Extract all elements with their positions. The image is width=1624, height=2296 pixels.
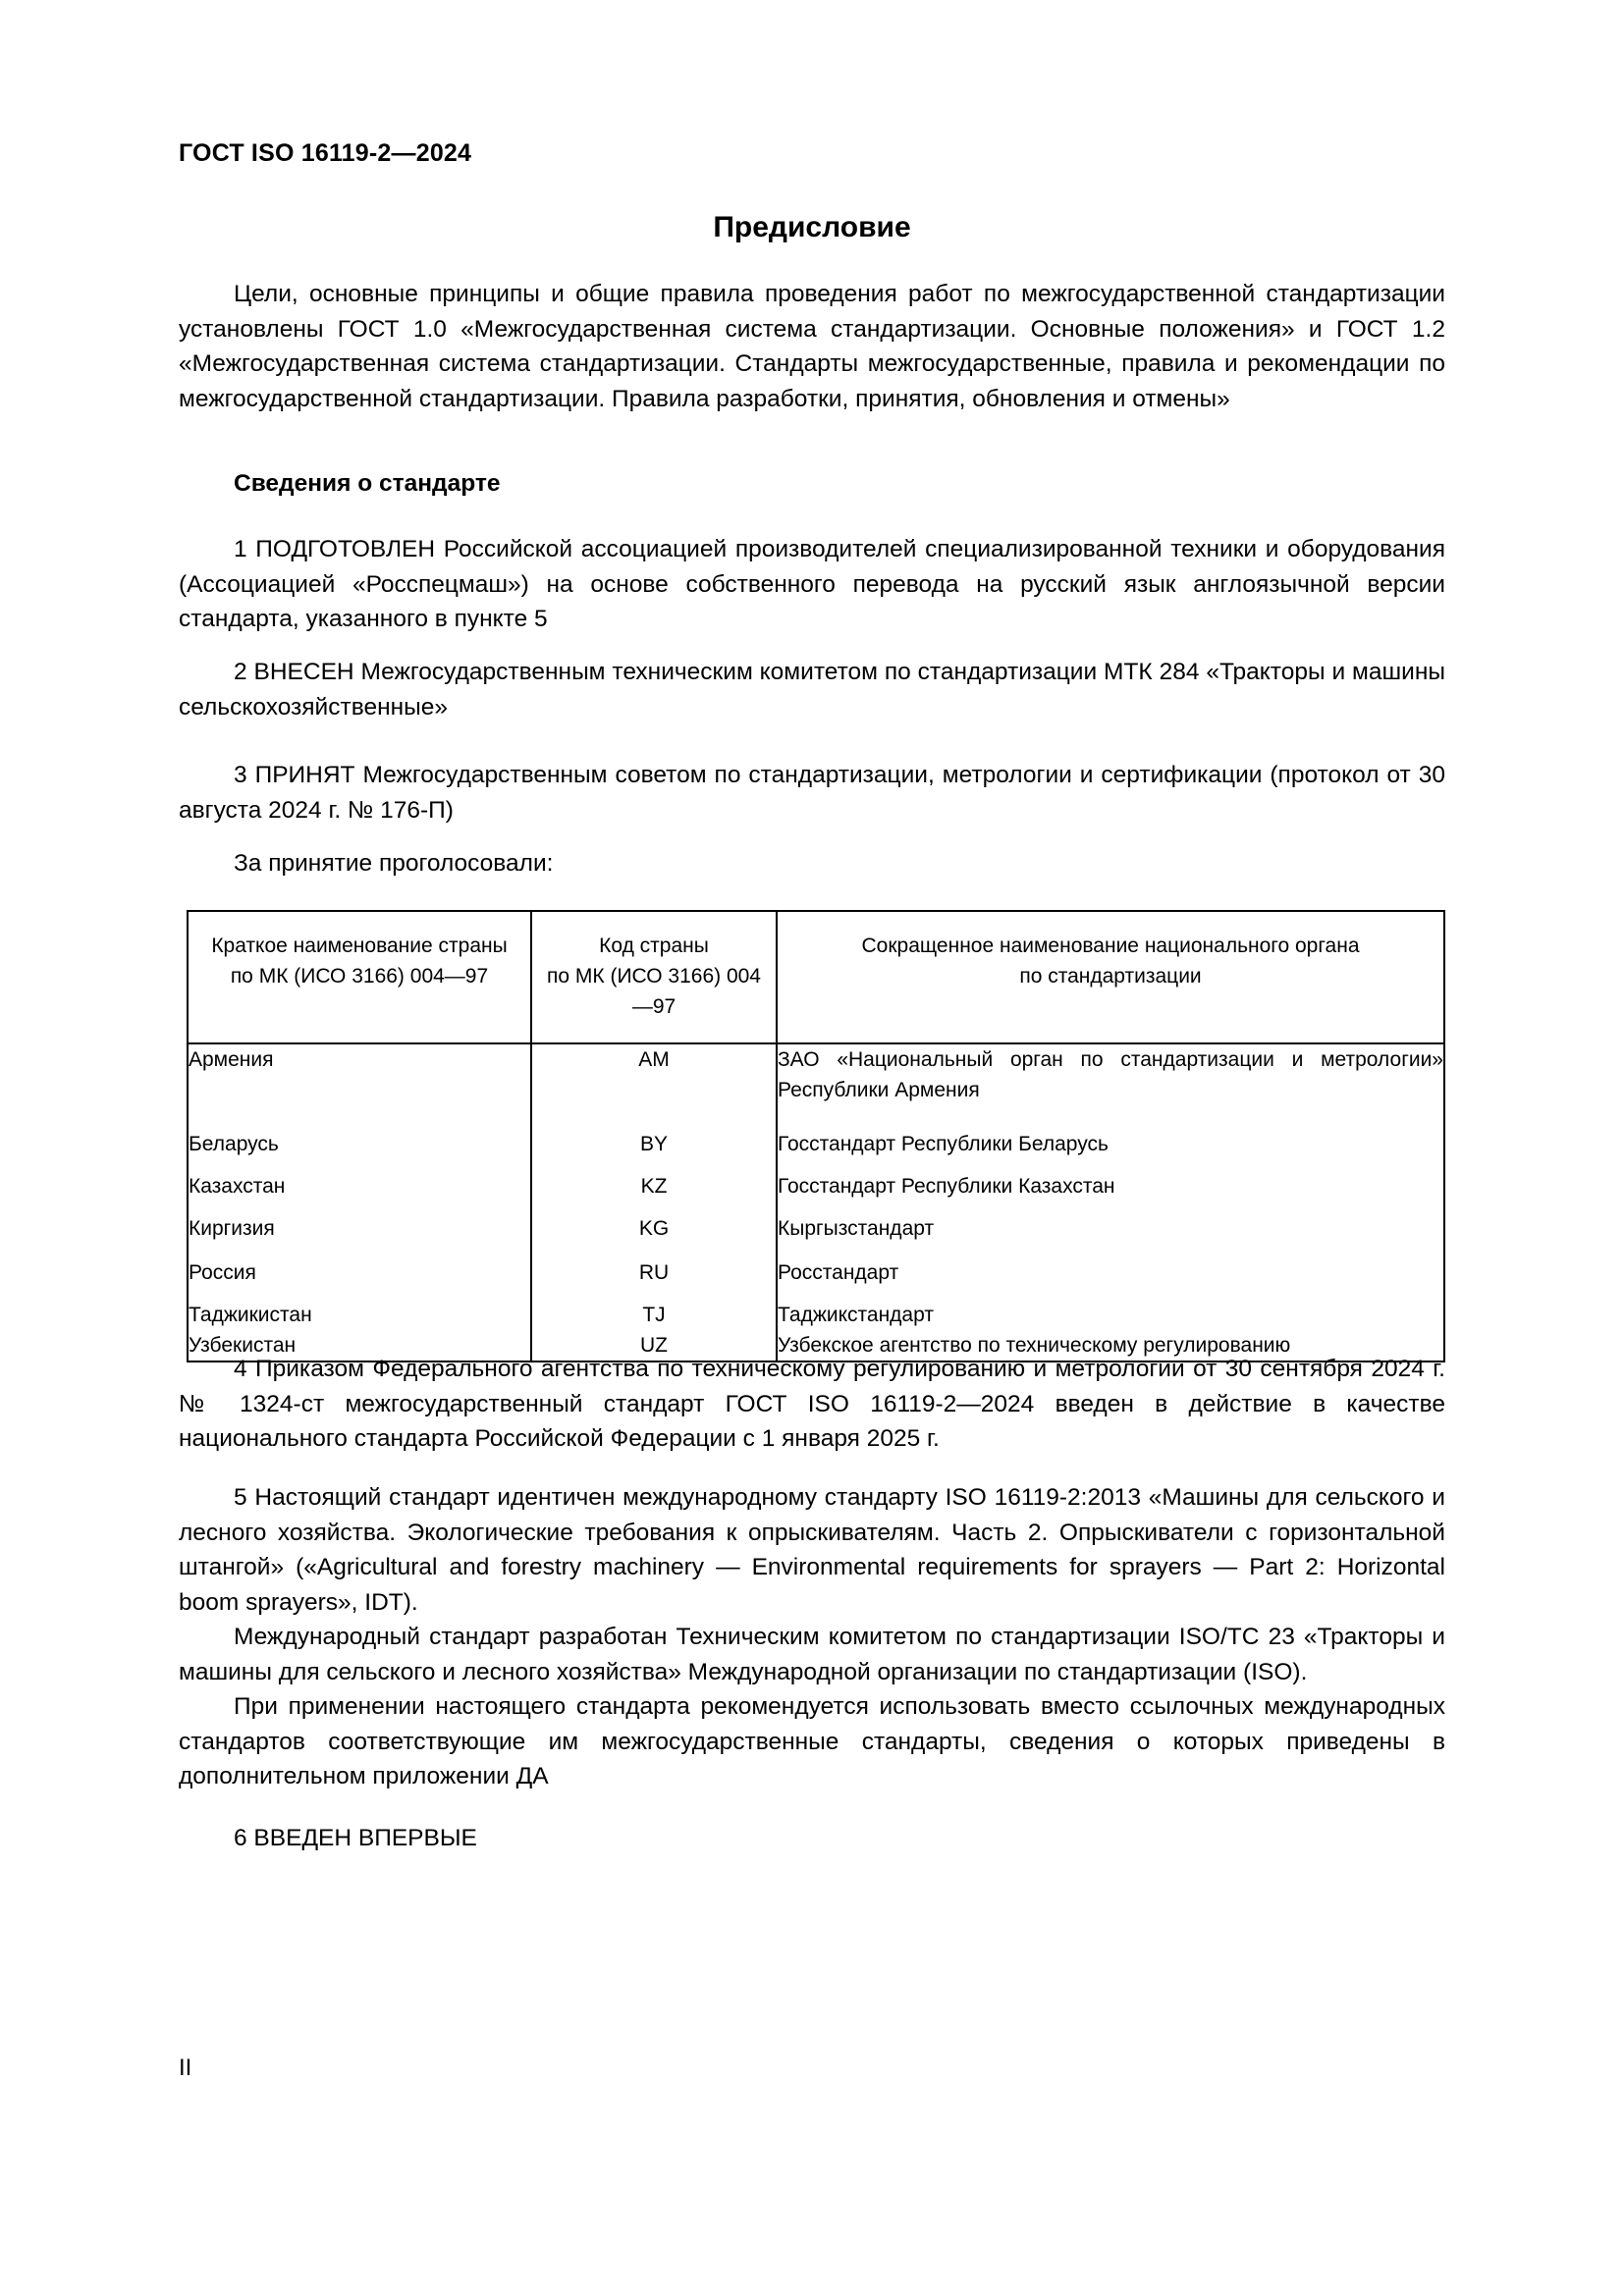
- cell-code: AM: [531, 1043, 777, 1115]
- vote-table: [187, 910, 1445, 1362]
- column-header-body-line2: по стандартизации: [1019, 965, 1202, 988]
- standard-info-item-2: 2 ВНЕСЕН Межгосударственным техническим комитетом по стандартизации МТК 284 «Тракторы и машины сельскохозяйственные»: [179, 659, 1445, 721]
- table-row: [188, 1115, 1444, 1159]
- table-row: [188, 1288, 1444, 1330]
- cell-code: RU: [531, 1244, 777, 1288]
- standard-info-item-5-paragraph-3: При применении настоящего стандарта рекомендуется использовать вместо ссылочных международных стандартов соответствующие им межгосударственные стандарты, сведения о которых приведены в дополнительном приложении ДА: [179, 1693, 1445, 1789]
- table-row: [188, 1201, 1444, 1244]
- standard-info-item-4-block: [179, 1352, 1445, 1457]
- standard-info-item-3-block: [179, 758, 1445, 828]
- standard-info-item-6: 6 ВВЕДЕН ВПЕРВЫЕ: [234, 1825, 477, 1851]
- intro-paragraph: Цели, основные принципы и общие правила проведения работ по межгосударственной стандартизации установлены ГОСТ 1.0 «Межгосударственная система стандартизации. Основные положения» и ГОСТ 1.2 «Межгосударственная система стандартизации. Стандарты межгосударственные, правила и рекомендации по межгосударственной стандартизации. Правила разработки, принятия, обновления и отмены»: [179, 281, 1445, 412]
- column-header-country-line2: по МК (ИСО 3166) 004—97: [230, 965, 489, 988]
- column-header-body-line1: Сокращенное наименование национального органа: [861, 934, 1360, 957]
- cell-body: ЗАО «Национальный орган по стандартизации и метрологии» Республики Армения: [777, 1043, 1444, 1115]
- cell-body: Росстандарт: [777, 1244, 1444, 1288]
- standard-info-item-5-paragraph-2: Международный стандарт разработан Техническим комитетом по стандартизации ISO/TC 23 «Тракторы и машины для сельского и лесного хозяйства» Международной организации по стандартизации (ISO).: [179, 1624, 1445, 1685]
- standard-info-heading: Сведения о стандарте: [234, 470, 501, 497]
- cell-code: KG: [531, 1201, 777, 1244]
- vote-intro-text: За принятие проголосовали:: [234, 850, 554, 877]
- cell-country: Россия: [188, 1244, 531, 1288]
- standard-info-item-1: 1 ПОДГОТОВЛЕН Российской ассоциацией производителей специализированной техники и оборудования (Ассоциацией «Росспецмаш») на основе собственного перевода на русский язык англоязычной версии стандарта, указанного в пункте 5: [179, 536, 1445, 632]
- vote-table-header-row: [188, 911, 1444, 1043]
- table-row: [188, 1043, 1444, 1115]
- cell-country: Узбекистан: [188, 1330, 531, 1362]
- cell-body: Узбекское агентство по техническому регулированию: [777, 1330, 1444, 1362]
- table-row: [188, 1244, 1444, 1288]
- table-row: [188, 1159, 1444, 1201]
- standard-info-item-2-block: [179, 655, 1445, 724]
- cell-body: Госстандарт Республики Казахстан: [777, 1159, 1444, 1201]
- cell-code: KZ: [531, 1159, 777, 1201]
- column-header-country-line1: Краткое наименование страны: [211, 934, 508, 957]
- column-header-body: [777, 911, 1444, 1043]
- cell-code: TJ: [531, 1288, 777, 1330]
- running-header: ГОСТ ISO 16119-2—2024: [179, 139, 472, 167]
- cell-country: Киргизия: [188, 1201, 531, 1244]
- page-title: Предисловие: [713, 211, 911, 243]
- standard-info-item-4: 4 Приказом Федерального агентства по техническому регулированию и метрологии от 30 сентября 2024 г. № 1324-ст межгосударственный стандарт ГОСТ ISO 16119-2—2024 введен в действие в качестве национального стандарта Российской Федерации с 1 января 2025 г.: [179, 1356, 1445, 1452]
- cell-body: Таджикстандарт: [777, 1288, 1444, 1330]
- column-header-code-line2: по МК (ИСО 3166) 004—97: [547, 965, 761, 1018]
- vote-intro-block: [179, 846, 1445, 881]
- intro-block: [179, 277, 1445, 416]
- vote-table-head: [188, 911, 1444, 1043]
- column-header-code-line1: Код страны: [599, 934, 709, 957]
- vote-table-body: [188, 1043, 1444, 1362]
- standard-info-item-6-block: [179, 1821, 1445, 1856]
- cell-country: Таджикистан: [188, 1288, 531, 1330]
- cell-country: Казахстан: [188, 1159, 531, 1201]
- standard-info-item-5: 5 Настоящий стандарт идентичен международному стандарту ISO 16119-2:2013 «Машины для сельского и лесного хозяйства. Экологические требования к опрыскивателям. Часть 2. Опрыскиватели с горизонтальной штангой» («Agricultural and forestry machinery — Environmental requirements for sprayers — Part 2: Horizontal boom sprayers», IDT).: [179, 1484, 1445, 1616]
- standard-info-item-1-block: [179, 532, 1445, 637]
- standard-info-item-3: 3 ПРИНЯТ Межгосударственным советом по стандартизации, метрологии и сертификации (протокол от 30 августа 2024 г. № 176-П): [179, 762, 1445, 824]
- cell-body: Госстандарт Республики Беларусь: [777, 1115, 1444, 1159]
- cell-code: BY: [531, 1115, 777, 1159]
- column-header-country: [188, 911, 531, 1043]
- cell-country: Армения: [188, 1043, 531, 1115]
- page-number: II: [179, 2055, 192, 2081]
- standard-info-item-5-block: [179, 1480, 1445, 1794]
- cell-body: Кыргызстандарт: [777, 1201, 1444, 1244]
- cell-code: UZ: [531, 1330, 777, 1362]
- cell-country: Беларусь: [188, 1115, 531, 1159]
- vote-table-container: [187, 910, 1443, 1362]
- column-header-code: [531, 911, 777, 1043]
- standard-info-heading-block: [179, 466, 1445, 502]
